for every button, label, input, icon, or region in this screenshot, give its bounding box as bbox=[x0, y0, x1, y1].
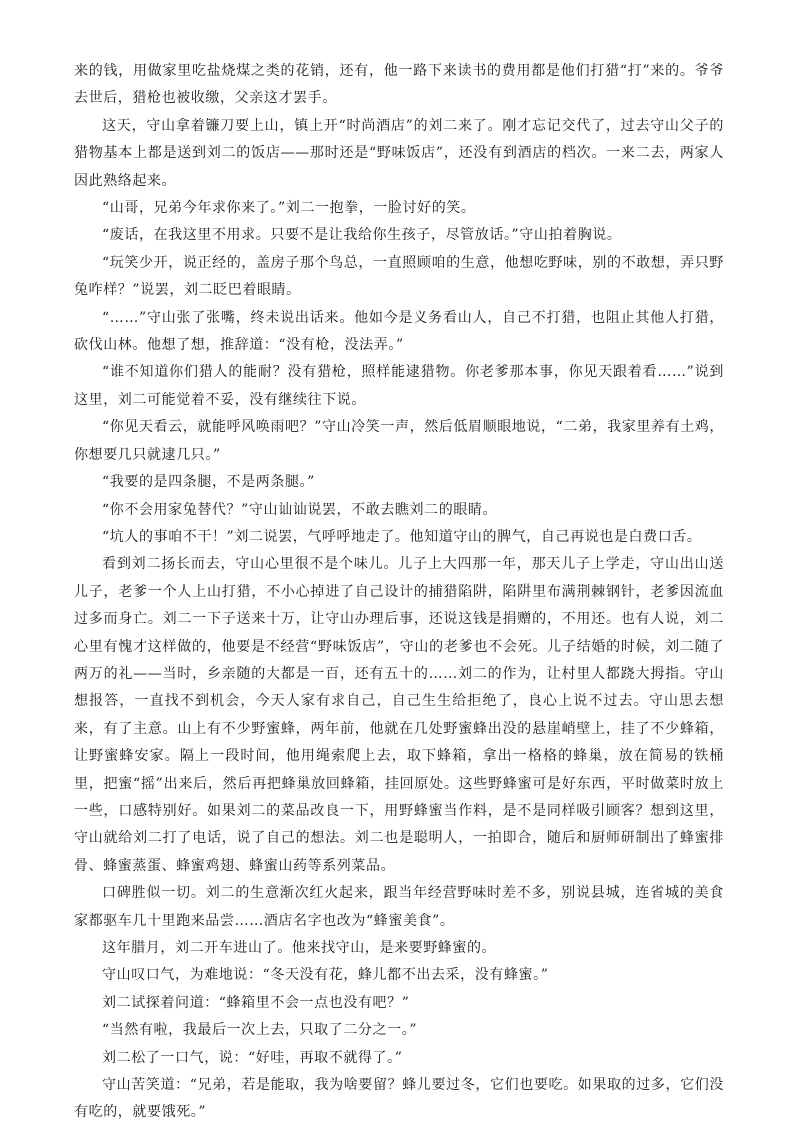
paragraph: 看到刘二扬长而去，守山心里很不是个味儿。儿子上大四那一年，那天儿子上学走，守山出山送儿子，老爹一个人上山打猎，不小心掉进了自己设计的捕猎陷阱，陷阱里布满荆棘钢针，老爹因流血过多而身亡。刘二一下子送来十万，让守山办理后事，还说这钱是捐赠的，不用还。也有人说，刘二心里有愧才这样做的，他要是不经营“野味饭店”，守山的老爹也不会死。儿子结婚的时候，刘二随了两万的礼——当时，乡亲随的大都是一百，还有五十的……刘二的作为，让村里人都跷大拇指。守山想报答，一直找不到机会，今天人家有求自己，自己生生给拒绝了，良心上说不过去。守山思去想来，有了主意。山上有不少野蜜蜂，两年前，他就在几处野蜜蜂出没的悬崖峭壁上，挂了不少蜂箱，让野蜜蜂安家。隔上一段时间，他用绳索爬上去，取下蜂箱，拿出一格格的蜂巢，放在简易的铁桶里，把蜜“摇”出来后，然后再把蜂巢放回蜂箱，挂回原处。这些野蜂蜜可是好东西，平时做菜时放上一些，口感特别好。如果刘二的菜品改良一下，用野蜂蜜当作料，是不是同样吸引顾客？想到这里，守山就给刘二打了电话，说了自己的想法。刘二也是聪明人，一拍即合，随后和厨师研制出了蜂蜜排骨、蜂蜜蒸蛋、蜂蜜鸡翅、蜂蜜山药等系列菜品。 bbox=[74, 556, 724, 874]
paragraph-dialogue: “当然有啦，我最后一次上去，只取了二分之一。” bbox=[102, 1022, 418, 1039]
paragraph-dialogue: “……”守山张了张嘴，终未说出话来。他如今是义务看山人，自己不打猎，也阻止其他人打猎，砍伐山林。他想了想，推辞道：“没有枪，没法弄。” bbox=[74, 309, 724, 354]
paragraph-dialogue: “坑人的事咱不干！”刘二说罢，气呼呼地走了。他知道守山的脾气，自己再说也是白费口舌。 bbox=[102, 528, 702, 545]
paragraph-dialogue: “谁不知道你们猎人的能耐？没有猎枪，照样能逮猎物。你老爹那本事，你见天跟着看……”说到这里，刘二可能觉着不妥，没有继续往下说。 bbox=[74, 364, 724, 408]
paragraph: 这天，守山拿着镰刀要上山，镇上开“时尚酒店”的刘二来了。刚才忘记交代了，过去守山父子的猎物基本上都是送到刘二的饭店——那时还是“野味饭店”，还没有到酒店的档次。一来二去，两家人因此熟络起来。 bbox=[74, 117, 724, 189]
paragraph: 口碑胜似一切。刘二的生意渐次红火起来，跟当年经营野味时差不多，别说县城，连省城的美食家都驱车几十里跑来品尝……酒店名字也改为“蜂蜜美食”。 bbox=[74, 885, 724, 929]
paragraph-dialogue: 刘二松了一口气，说：“好哇，再取不就得了。” bbox=[102, 1049, 403, 1066]
paragraph-dialogue: “玩笑少开，说正经的，盖房子那个鸟总，一直照顾咱的生意，他想吃野味，别的不敢想，弄只野兔咋样？”说罢，刘二眨巴着眼睛。 bbox=[74, 254, 724, 299]
paragraph-dialogue: 守山叹口气，为难地说：“冬天没有花，蜂儿都不出去采，没有蜂蜜。” bbox=[102, 967, 549, 984]
paragraph-continuation: 来的钱，用做家里吃盐烧煤之类的花销，还有，他一路下来读书的费用都是他们打猎“打”来的。爷爷去世后，猎枪也被收缴，父亲这才罢手。 bbox=[74, 63, 724, 107]
paragraph-dialogue: “我要的是四条腿，不是两条腿。” bbox=[102, 474, 315, 491]
document-page bbox=[74, 58, 724, 1127]
paragraph-dialogue: “废话，在我这里不用求。只要不是让我给你生孩子，尽管放话。”守山拍着胸说。 bbox=[102, 227, 622, 244]
paragraph-dialogue: “你不会用家兔替代？”守山讪讪说罢，不敢去瞧刘二的眼睛。 bbox=[102, 501, 498, 518]
paragraph: 这年腊月，刘二开车进山了。他来找守山，是来要野蜂蜜的。 bbox=[102, 940, 497, 956]
paragraph-dialogue: “山哥，兄弟今年求你来了。”刘二一抱拳，一脸讨好的笑。 bbox=[102, 200, 476, 217]
paragraph-dialogue: “你见天看云，就能呼风唤雨吧？”守山冷笑一声，然后低眉顺眼地说，“二弟，我家里养有土鸡，你想要几只就逮几只。” bbox=[74, 419, 724, 463]
paragraph-dialogue: 刘二试探着问道：“蜂箱里不会一点也没有吧？” bbox=[102, 994, 410, 1011]
paragraph-dialogue: 守山苦笑道：“兄弟，若是能取，我为啥要留？蜂儿要过冬，它们也要吃。如果取的过多，它们没有吃的，就要饿死。” bbox=[74, 1077, 724, 1121]
